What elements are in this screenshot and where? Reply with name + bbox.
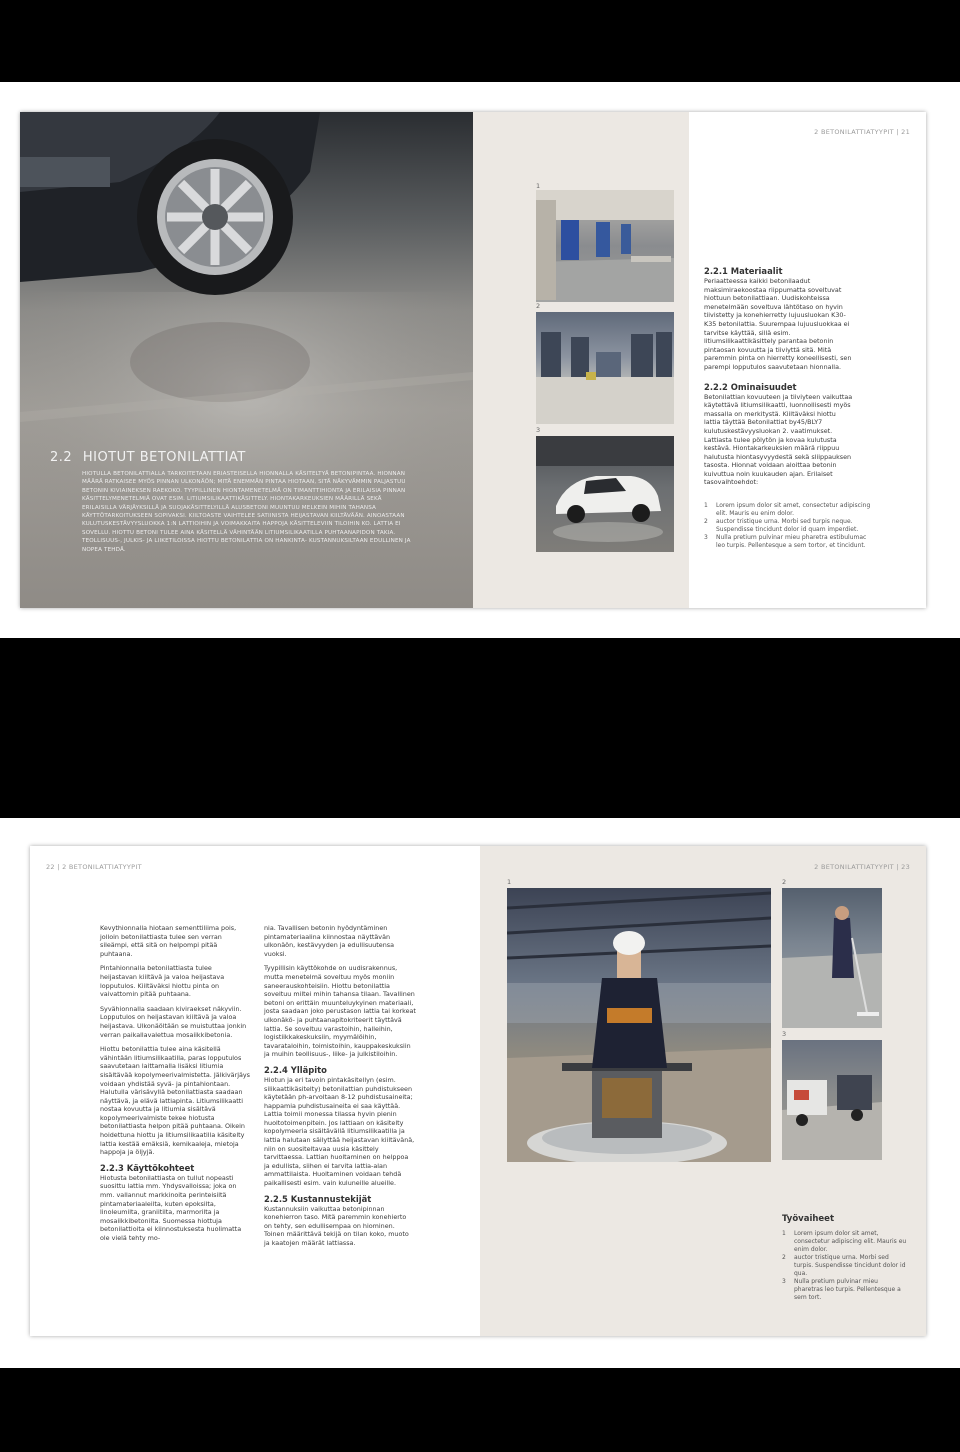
text-2-2-3: Hiotusta betonilattiasta on tullut nopeasti suosittu lattia mm. Yhdysvalloissa; joka on mm. vallannut markkinoita perinteisiltä pintamateriaaleilta, kuten epoksilta, linoleumilta, graniitilta, marmorilta ja mosaiikkibetonilta. Suomessa hiottuja betonilattioita ei kiinnostuksesta huolimatta ole vielä tehty mo-	[100, 1173, 242, 1242]
grinding-machines-photo	[782, 1040, 882, 1160]
section-title: HIOTUT BETONILATTIAT	[82, 450, 246, 465]
caption-item: 2 auctor tristique urna. Morbi sed turpis neque. Suspendisse tincidunt dolor id quam imperdiet.	[704, 518, 859, 533]
page-label-23: 2 BETONILATTIATYYPIT | 23	[814, 863, 910, 871]
heading-2-2-1: 2.2.1 Materiaalit	[704, 266, 783, 276]
warehouse-illustration	[536, 312, 674, 424]
paragraph: Pintahionnalla betonilattiasta tulee heijastavan kiiltävä ja valoa heijastava lopputulos. Kiiltäväksi hiottu pinta on vaivattomin pitää puhtaana.	[100, 964, 225, 999]
text-2-2-2: Betonilattian kovuuteen ja tiiviyteen vaikuttaa käytettävä litiumsilikaatti, luonnollisesti myös massalla on merkitystä. Kiiltäväksi hiottu lattia täyttää Betonilattiat by45/BLY7 kulutuskestävyysluokan 2. vaatimukset. Lattiasta tulee pölytön ja kovaa kulutusta kestävä. Hiontakarkeuksien määrä riippuu halutusta hiontasyvyydestä sekä sliippauksen tasosta. Hionnat voidaan aloittaa betonin kuivuttua noin kuukauden ajan. Erilaiset tasovaihtoehdot:	[704, 392, 853, 487]
floor-grinding-worker-photo	[507, 888, 771, 1162]
paragraph: nia. Tavallisen betonin hyödyntäminen pintamateriaalina kiinnostaa näyttävän ulkonäön, kestävyyden ja edullisuutensa vuoksi.	[264, 924, 395, 958]
text-column-22-b	[264, 924, 416, 1248]
car-showroom-photo	[536, 436, 674, 552]
text-2-2-5: Kustannuksiin vaikuttaa betonipinnan konehierron taso. Mitä paremmin konehierto on tehty, sen edullisempaa on hiominen. Toinen määrittävä tekijä on tilan koko, muoto ja kaatojen määrät lattiassa.	[264, 1204, 409, 1247]
floor-cleaning-photo	[782, 888, 882, 1028]
paragraph: Tyypillisin käyttökohde on uudisrakennus, mutta menetelmä soveltuu myös moniin saneerauskohteisiin. Hiottu betonilattia soveltuu miltei mihin tahansa tilaan. Tavallinen betoni on erittäin muunteluykyinen materiaali, josta saadaan joko perustason lattia tai korkeat ulkonäkö- ja puhtaanapitokriteerit täyttävä lattia. Se soveltuu varastoihin, halleihin, logistiikkakeskuksiin, myymälöihin, tavarataloihin, toimistoihin, kauppakeskuksiin ja muihin teollisuus-, liike- ja julkistiloihin.	[264, 964, 416, 1059]
photo-number-3: 3	[782, 1030, 787, 1038]
cleaning-illustration	[782, 888, 882, 1028]
photo-number-2: 2	[782, 878, 787, 886]
caption-item: 2 auctor tristique urna. Morbi sed turpis. Suspendisse tincidunt dolor id qua.	[782, 1254, 906, 1277]
spread-pages-22-23	[30, 846, 926, 1336]
photo-number-1: 1	[536, 182, 541, 190]
car-on-polished-floor-photo	[20, 112, 473, 608]
heading-2-2-4: 2.2.4 Ylläpito	[264, 1064, 327, 1075]
text-column-21	[704, 266, 854, 487]
section-number: 2.2	[50, 450, 73, 465]
corridor-illustration	[536, 190, 674, 302]
text-2-2-4: Hiotun ja eri tavoin pintakäsitellyn (esim. silikaattikäsitelty) betonilattian puhdistukseen käytetään ph-arvoltaan 8-12 puhdistusaineita; happamia puhdistusaineita ei saa käyttää. Lattia toimii monessa tilassa hyvin pienin huoltotoimenpitein. Jos lattiaan on käsitelty kopolymeeria sisältävällä litiumsilikaatilla ja lattia halutaan säilyttää heijastavan kiiltävänä, niin on suositeltavaa uusia käsittely tarvittaessa. Lattian huoltaminen on helppoa ja edullista, siihen ei tarvita lattia-alan ammattilaista. Huoltaminen voidaan tehdä paikallisesti esim. vain kuluneille alueille.	[264, 1075, 415, 1188]
grinding-worker-illustration	[507, 888, 771, 1162]
caption-item: 1 Lorem ipsum dolor sit amet, consectetur adipiscing elit. Mauris eu enim dolor.	[782, 1230, 907, 1253]
section-2-2-heading	[50, 450, 246, 465]
section-intro-text: HIOTULLA BETONILATTIALLA TARKOITETAAN ERIASTEISELLA HIONNALLA KÄSITELTYÄ BETONIPINTAA. HIONNAN MÄÄRÄ RATKAISEE MYÖS PINNAN ULKONÄÖN; MITÄ ENEMMÄN PINTAA HIOTAAN, SITÄ NÄKYVÄMMIN PALJASTUU BETONIN KIVIAINEKSEN RAEKOKO. TYYPILLINEN HIONTAMENETELMÄ ON TIMANTTIHIONTA JA ERILAISIA PINNAN KÄSITTELYMENETELMIÄ OVAT ESIM. LITIUMSILIKAATTIKÄSITTELY. HIONTAKARKEUKSIEN MÄÄRILLÄ SEKÄ ERILAISILLA VÄRJÄYKSILLÄ JA SUOJAKÄSITTELYILLÄ ALUSBETONI MUUNTUU MELKEIN MIHIN TAHANSA KÄYTTÖTARKOITUKSEEN SOPIVAKSI. KIILTOASTE VAIHTELEE SATIINISTA HEIJASTAVAN KIILTÄVÄÄN. AINOASTAAN KULUTUSKESTÄVYYSLUOKKA 1:N LATTIOIHIN JA VOIMAKKAITA HAPPOJA KÄSITTELEVIIN TILOIHIN KO. LATTIA EI SOVELLU. HIOTTU BETONI TULEE AINA KÄSITELLÄ VÄHINTÄÄN LITIUMSILIKAATILLA PUHTAANAPIDON TAKIA. TEOLLISUUS-, JULKIS- JA LIIKETILOISSA HIOTTU BETONILATTIA ON HANKINTA- KUSTANNUKSILTAAN EDULLINEN JA NOPEA TEHDÄ.	[82, 471, 411, 553]
heading-2-2-2: 2.2.2 Ominaisuudet	[704, 381, 797, 392]
heading-2-2-3: 2.2.3 Käyttökohteet	[100, 1162, 195, 1173]
text-column-22-a	[100, 924, 250, 1243]
spread-pages-20-21	[20, 112, 926, 608]
page-label-21: 2 BETONILATTIATYYPIT | 21	[814, 128, 910, 136]
photo-captions-21	[704, 502, 874, 550]
photo-captions-23	[782, 1230, 907, 1302]
caption-item: 3 Nulla pretium pulvinar mieu pharetras leo turpis. Pellentesque a sem tort.	[782, 1278, 901, 1301]
photo-number-1: 1	[507, 878, 512, 886]
warehouse-photo	[536, 312, 674, 424]
caption-item: 3 Nulla pretium pulvinar mieu pharetra estibulumac leo turpis. Pellentesque a sem tortor, et tincidunt.	[704, 534, 867, 549]
paragraph: Syvähionnalla saadaan kiviraekset näkyviin. Lopputulos on heijastavan kiiltävä ja valoa heijastava. Ulkonäöltään se muistuttaa jonkin verran paikallavalettua mosaiikkibetonia.	[100, 1004, 247, 1039]
corridor-photo	[536, 190, 674, 302]
machines-illustration	[782, 1040, 882, 1160]
showroom-illustration	[536, 436, 674, 552]
paragraph: Hiottu betonilattia tulee aina käsitellä vähintään litiumsilikaatilla, paras lopputulos saavutetaan laittamalla lisäksi litiumia sisältävää kopolymeerivalmistetta. Jälkivärjäys voidaan yhdistää syvä- ja pintahiontaan. Halutulla värisävyllä betonilattiasta saadaan näyttävä, ja elävä lattiapinta. Litiumsilikaatti nostaa kovuutta ja litiumia sisältävä kopolymeerivalmiste tekee hiotusta betonilattiasta helpon pitää puhtaana. Oikein hoidettuna hiottu ja litiumsilikaatilla käsitelty lattia kestää emäksiä, kemikaaleja, mietoja happoja ja öljyjä.	[100, 1045, 251, 1157]
page-label-22: 22 | 2 BETONILATTIATYYPIT	[46, 863, 142, 871]
photo-number-2: 2	[536, 302, 541, 310]
text-2-2-1: Periaatteessa kaikki betonilaadut maksimiraekoostaa riippumatta soveltuvat hiottuun betonilattiaan. Uudiskohteissa menetelmään soveltuva lähtötaso on hyvin tiivistetty ja konehierretty lujuusluokan K30-K35 betonilattia. Suurempaa lujuusluokkaa ei tarvitse käyttää, sillä esim. litiumsilikaattikäsittely parantaa betonin pintaosan kovuutta ja tiiviyttä sitä. Mitä paremmin pinta on hierretty koneellisesti, sen parempi lopputulos saavutetaan hionnalla.	[704, 277, 852, 371]
caption-item: 1 Lorem ipsum dolor sit amet, consectetur adipiscing elit. Mauris eu enim dolor.	[704, 502, 871, 517]
heading-2-2-5: 2.2.5 Kustannustekijät	[264, 1193, 372, 1204]
work-phases-heading: Työvaiheet	[782, 1214, 835, 1224]
paragraph: Kevythionnalla hiotaan sementtiliima pois, jolloin betonilattiasta tulee sen verran sileämpi, että sitä on helpompi pitää puhtaana.	[100, 924, 237, 958]
photo-number-3: 3	[536, 426, 541, 434]
